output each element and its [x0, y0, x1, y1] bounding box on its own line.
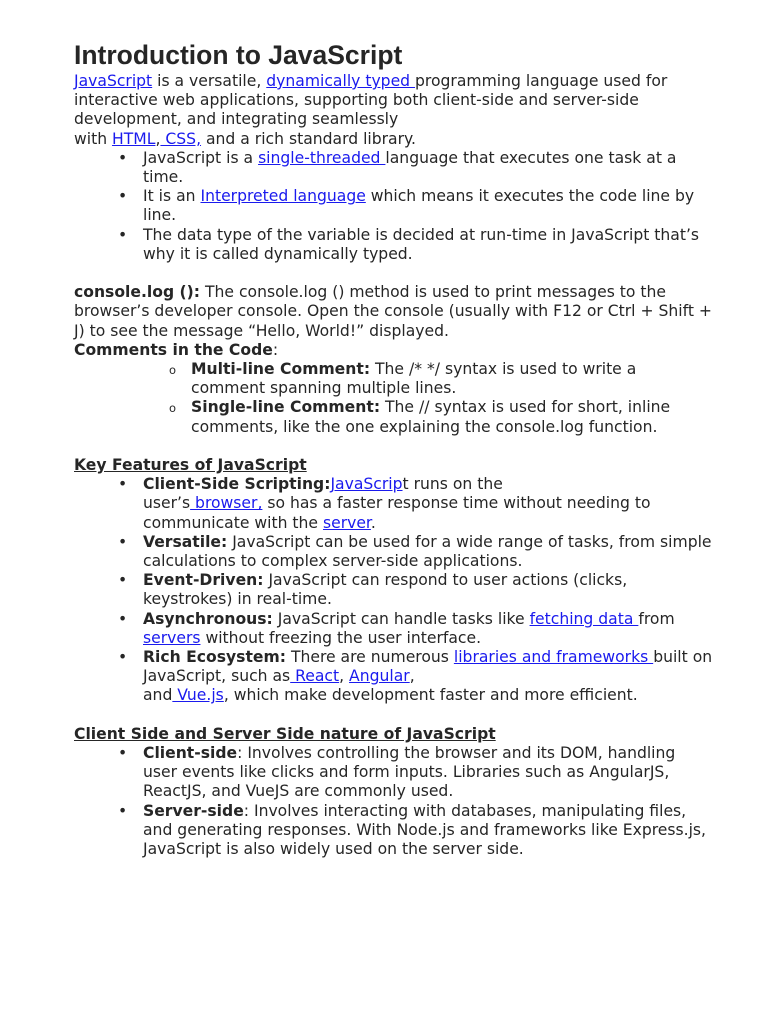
console-log-paragraph: console.log (): The console.log () method is used to print messages to the browser’s developer console. Open the console (usually with F12 or Ctrl + Shift + J) to see the message “Hello, World!” displayed. [74, 283, 712, 340]
fetching-data-link[interactable]: fetching data [529, 609, 639, 628]
interpreted-language-link[interactable]: Interpreted language [200, 187, 366, 206]
list-item: • Asynchronous: JavaScript can handle tasks like fetching data from servers without freezing the user interface. [74, 610, 714, 648]
list-item: • JavaScript is a single-threaded language that executes one task at a time. [74, 149, 714, 187]
spacer [74, 706, 714, 725]
features-list [74, 475, 714, 705]
css-link[interactable]: CSS, [160, 129, 202, 148]
html-link[interactable]: HTML [112, 129, 156, 148]
spacer [74, 437, 714, 456]
list-item: • Event-Driven: JavaScript can respond to user actions (clicks, keystrokes) in real-time. [74, 571, 714, 609]
list-item: o Single-line Comment: The // syntax is used for short, inline comments, like the one explaining the console.log function. [74, 398, 714, 436]
console-log-label: console.log (): [74, 283, 201, 302]
angular-link[interactable]: Angular [349, 667, 410, 686]
comments-list [74, 360, 714, 437]
intro-paragraph: JavaScript is a versatile, dynamically typed programming language used for interactive web applications, supporting both client-side and server-side development, and integrating seamlessly with HTML, CSS, and a rich standard library. [74, 72, 668, 148]
spacer [74, 264, 714, 283]
comments-heading: Comments in the Code: [74, 340, 279, 359]
single-threaded-link[interactable]: single-threaded [258, 148, 386, 167]
document-page [74, 38, 714, 859]
list-item: • Client-Side Scripting:JavaScript runs on the user’s browser, so has a faster response time without needing to communicate with the server. [74, 475, 714, 533]
intro-bullet-list [74, 149, 714, 264]
list-item: • The data type of the variable is decided at run-time in JavaScript that’s why it is called dynamically typed. [74, 226, 714, 264]
vuejs-link[interactable]: Vue.js [172, 686, 224, 705]
list-item: • Server-side: Involves interacting with databases, manipulating files, and generating responses. With Node.js and frameworks like Express.js, JavaScript is also widely used on the server side. [74, 802, 714, 860]
list-item: • Versatile: JavaScript can be used for a wide range of tasks, from simple calculations to complex server-side applications. [74, 533, 714, 571]
servers-link[interactable]: servers [143, 628, 201, 647]
client-server-list [74, 744, 714, 859]
list-item: o Multi-line Comment: The /* */ syntax is used to write a comment spanning multiple lines. [74, 360, 714, 398]
key-features-heading: Key Features of JavaScript [74, 456, 307, 475]
list-item: • Client-side: Involves controlling the browser and its DOM, handling user events like clicks and form inputs. Libraries such as AngularJS, ReactJS, and VueJS are commonly used. [74, 744, 714, 802]
page-title: Introduction to JavaScript [74, 40, 403, 70]
list-item: • It is an Interpreted language which means it executes the code line by line. [74, 187, 714, 225]
server-link[interactable]: server [322, 513, 371, 532]
libraries-frameworks-link[interactable]: libraries and frameworks [453, 648, 654, 667]
javascript-link[interactable]: JavaScript [74, 72, 153, 90]
browser-link[interactable]: browser, [190, 494, 263, 513]
react-link[interactable]: React [290, 667, 340, 686]
dynamically-typed-link[interactable]: dynamically typed [266, 72, 416, 90]
list-item: • Rich Ecosystem: There are numerous libraries and frameworks built on JavaScript, such as React, Angular, and Vue.js, which make development faster and more efficient. [74, 648, 714, 706]
client-server-heading: Client Side and Server Side nature of JavaScript [74, 724, 496, 743]
javascript-link[interactable]: JavaScrip [330, 475, 403, 494]
